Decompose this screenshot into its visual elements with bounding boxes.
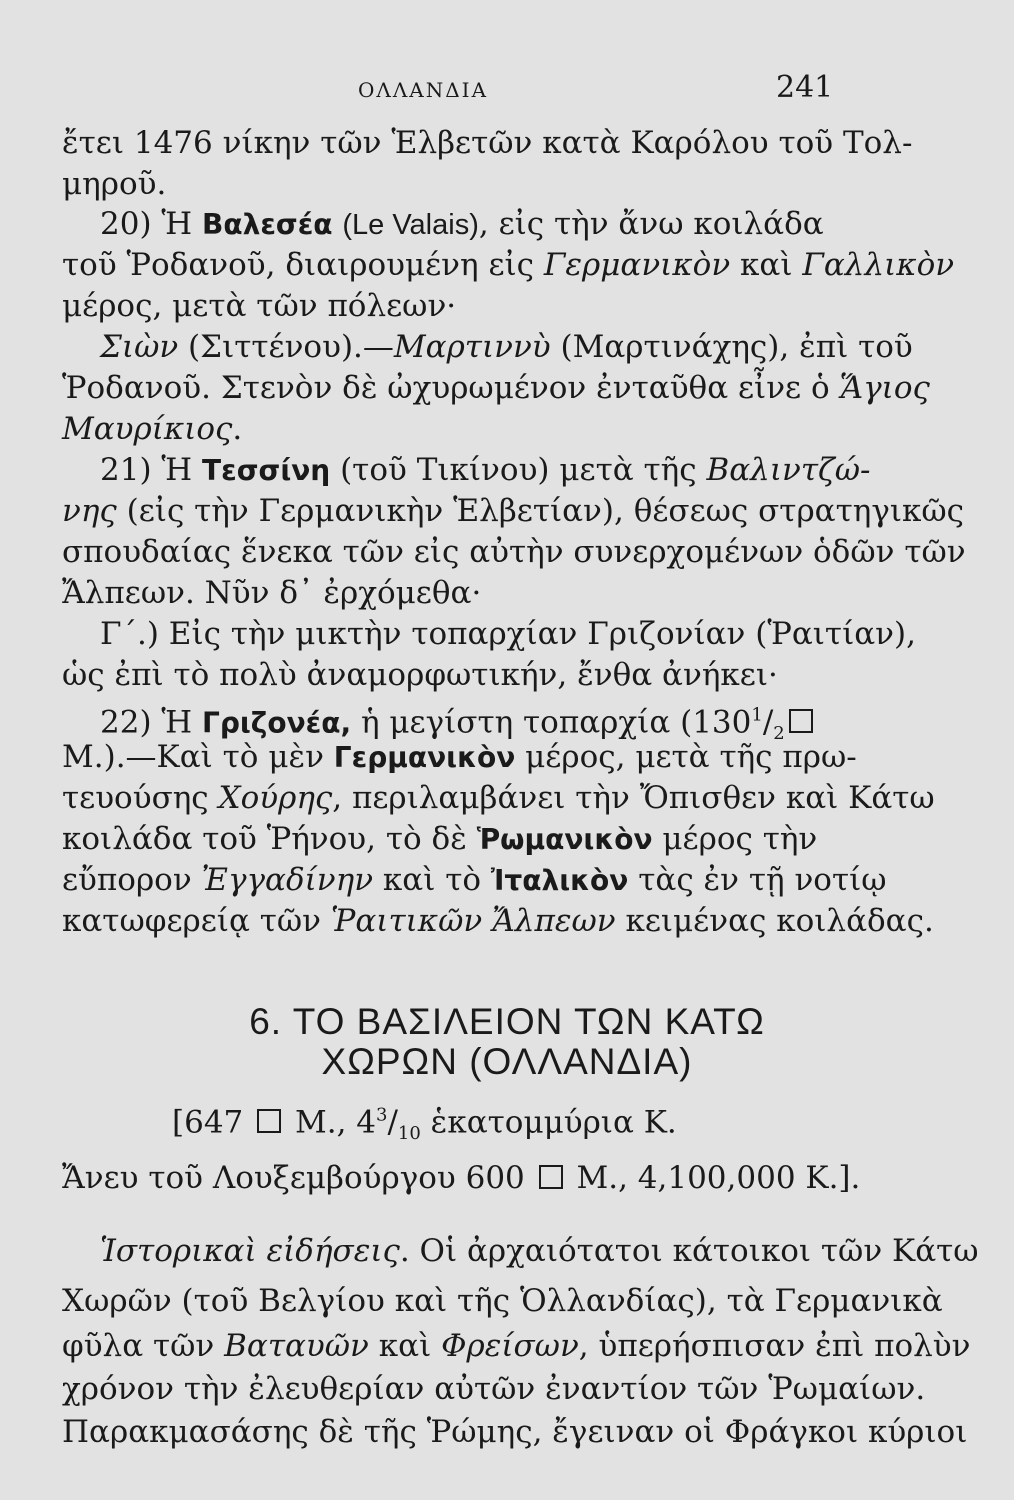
text-line: Γ΄.) Εἰς τὴν μικτὴν τοπαρχίαν Γριζονίαν (Ῥαιτίαν), xyxy=(100,616,916,652)
text-line: Χωρῶν (τοῦ Βελγίου καὶ τῆς Ὁλλανδίας), τὰ Γερμανικὰ xyxy=(62,1283,943,1319)
latin-term: (Le Valais) xyxy=(342,209,479,241)
square-symbol-icon xyxy=(539,1165,563,1189)
text-line: Μαυρίκιος. xyxy=(62,411,243,447)
text-line: Ἱστορικαὶ εἰδήσεις. Οἱ ἀρχαιότατοι κάτοικοι τῶν Κάτω xyxy=(100,1233,979,1269)
text-line: εὔπορον Ἐγγαδίνην καὶ τὸ Ἰταλικὸν τὰς ἐν τῇ νοτίῳ xyxy=(62,862,887,898)
bold-term: Γριζονέα, xyxy=(202,706,352,740)
text-line: 21) Ἡ Τεσσίνη (τοῦ Τικίνου) μετὰ τῆς Βαλιντζώ- xyxy=(100,452,871,488)
section-heading: ΧΩΡΩΝ (ΟΛΛΑΝΔΙΑ) xyxy=(321,1041,693,1082)
bold-term: Τεσσίνη xyxy=(202,454,331,487)
stats-line: Ἄνευ τοῦ Λουξεμβούργου 600 Μ., 4,100,000 Κ.]. xyxy=(62,1160,861,1196)
text-line: τοῦ Ῥοδανοῦ, διαιρουμένη εἰς Γερμανικὸν καὶ Γαλλικὸν xyxy=(62,247,955,283)
page-number: 241 xyxy=(776,70,834,105)
text-line: σπουδαίας ἕνεκα τῶν εἰς αὐτὴν συνερχομένων ὁδῶν τῶν xyxy=(62,534,966,570)
text-line: Σιὼν (Σιττένου).—Μαρτιννὺ (Μαρτινάχης), ἐπὶ τοῦ xyxy=(100,329,913,365)
text-line: ὡς ἐπὶ τὸ πολὺ ἀναμορφωτικήν, ἔνθα ἀνήκει· xyxy=(62,657,778,693)
running-head xyxy=(0,70,1014,108)
section-heading: 6. ΤΟ ΒΑΣΙΛΕΙΟΝ ΤΩΝ ΚΑΤΩ xyxy=(249,1001,765,1042)
text-line: κοιλάδα τοῦ Ῥήνου, τὸ δὲ Ῥωμανικὸν μέρος τὴν xyxy=(62,821,818,857)
text-line: χρόνον τὴν ἐλευθερίαν αὐτῶν ἐναντίον τῶν Ῥωμαίων. xyxy=(62,1371,926,1407)
running-title: ΟΛΛΑΝΔΙΑ xyxy=(358,78,489,102)
stats-line: [647 Μ., $4^3/_{10}$ ἑκατομμύρια Κ. xyxy=(172,1104,677,1145)
square-symbol-icon xyxy=(789,709,813,733)
text-line: φῦλα τῶν Βαταυῶν καὶ Φρείσων, ὑπερήσπισαν ἐπὶ πολὺν xyxy=(62,1328,971,1364)
square-symbol-icon xyxy=(257,1109,281,1133)
text-line: μέρος, μετὰ τῶν πόλεων· xyxy=(62,288,457,324)
text-line: κατωφερείᾳ τῶν Ῥαιτικῶν Ἄλπεων κειμένας κοιλάδας. xyxy=(62,903,934,939)
text-line: Ἄλπεων. Νῦν δ᾽ ἐρχόμεθα· xyxy=(62,575,482,611)
text-line: ἔτει 1476 νίκην τῶν Ἑλβετῶν κατὰ Καρόλου τοῦ Τολ- xyxy=(62,125,913,161)
bold-term: Βαλεσέα xyxy=(202,208,333,241)
text-line: 20) Ἡ Βαλεσέα (Le Valais), εἰς τὴν ἄνω κοιλάδα xyxy=(100,206,824,242)
bold-term: Ῥωμανικὸν xyxy=(476,823,653,856)
text-line: μηροῦ. xyxy=(62,166,167,202)
text-line: Παρακμασάσης δὲ τῆς Ῥώμης, ἔγειναν οἱ Φράγκοι κύριοι xyxy=(62,1414,968,1450)
bold-term: Ἰταλικὸν xyxy=(490,864,629,897)
text-line: Ῥοδανοῦ. Στενὸν δὲ ὠχυρωμένον ἐνταῦθα εἶνε ὁ Ἅγιος xyxy=(62,370,930,406)
bold-term: Γερμανικὸν xyxy=(333,741,516,774)
text-line: νης (εἰς τὴν Γερμανικὴν Ἑλβετίαν), θέσεως στρατηγικῶς xyxy=(62,493,965,529)
text-line: 22) Ἡ Γριζονέα, ἡ μεγίστη τοπαρχία ($130^1/_2$ xyxy=(100,696,852,746)
text-line: τευούσης Χούρης, περιλαμβάνει τὴν Ὄπισθεν καὶ Κάτω xyxy=(62,780,935,816)
text-line: Μ.).—Καὶ τὸ μὲν Γερμανικὸν μέρος, μετὰ τῆς πρω- xyxy=(62,739,857,775)
